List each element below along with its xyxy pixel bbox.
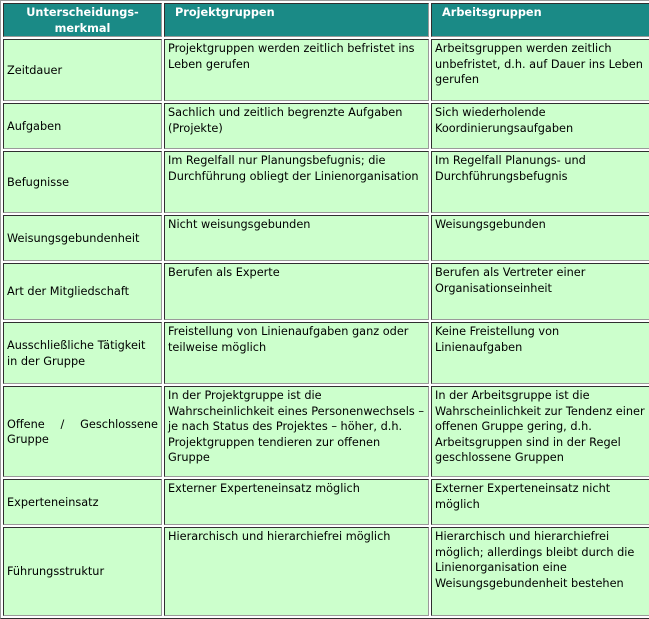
- header-cell-criterion: [3, 3, 162, 37]
- table-row: [3, 39, 649, 101]
- projekt-cell: Externer Experteneinsatz möglich: [164, 479, 429, 525]
- arbeit-cell: Externer Experteneinsatz nicht möglich: [431, 479, 649, 525]
- arbeit-cell: Sich wiederholende Koordinierungsaufgaben: [431, 103, 649, 149]
- header-row: [3, 3, 649, 37]
- arbeit-cell: Hierarchisch und hierarchiefrei möglich; allerdings bleibt durch die Linienorganisation eine Weisungsgebundenheit bestehen: [431, 527, 649, 616]
- table-row: [3, 103, 649, 149]
- arbeit-cell: Keine Freistellung von Linienaufgaben: [431, 322, 649, 384]
- arbeit-cell: Arbeitsgruppen werden zeitlich unbefristet, d.h. auf Dauer ins Leben gerufen: [431, 39, 649, 101]
- table-row: [3, 386, 649, 477]
- header-cell-arbeitsgruppen: Arbeitsgruppen: [431, 3, 649, 37]
- row-label: Aufgaben: [3, 103, 162, 149]
- row-label: Führungsstruktur: [3, 527, 162, 616]
- table-row: [3, 479, 649, 525]
- table-row: [3, 527, 649, 616]
- arbeit-cell: Weisungsgebunden: [431, 215, 649, 261]
- projekt-cell: Freistellung von Linienaufgaben ganz oder teilweise möglich: [164, 322, 429, 384]
- table-row: [3, 322, 649, 384]
- arbeit-cell: In der Arbeitsgruppe ist die Wahrscheinlichkeit zur Tendenz einer offenen Gruppe gering, d.h. Arbeitsgruppen sind in der Regel geschlossene Gruppen: [431, 386, 649, 477]
- projekt-cell: Sachlich und zeitlich begrenzte Aufgaben (Projekte): [164, 103, 429, 149]
- projekt-cell: Berufen als Experte: [164, 263, 429, 320]
- row-label: Weisungsgebundenheit: [3, 215, 162, 261]
- row-label: Ausschließliche Tätigkeit in der Gruppe: [3, 322, 162, 384]
- header-cell-projektgruppen: Projektgruppen: [164, 3, 429, 37]
- projekt-cell: In der Projektgruppe ist die Wahrscheinlichkeit eines Personenwechsels – je nach Status des Projektes – höher, d.h. Projektgruppen tendieren zur offenen Gruppe: [164, 386, 429, 477]
- projekt-cell: Projektgruppen werden zeitlich befristet ins Leben gerufen: [164, 39, 429, 101]
- table-row: [3, 263, 649, 320]
- row-label: Experteneinsatz: [3, 479, 162, 525]
- row-label: Art der Mitgliedschaft: [3, 263, 162, 320]
- arbeit-cell: Berufen als Vertreter einer Organisationseinheit: [431, 263, 649, 320]
- arbeit-cell: Im Regelfall Planungs- und Durchführungsbefugnis: [431, 151, 649, 213]
- table-row: [3, 151, 649, 213]
- row-label: Befugnisse: [3, 151, 162, 213]
- row-label: Zeitdauer: [3, 39, 162, 101]
- projekt-cell: Nicht weisungsgebunden: [164, 215, 429, 261]
- header-criterion-line2: merkmal: [54, 21, 111, 35]
- header-criterion-line1: Unterscheidungs-: [26, 6, 139, 19]
- row-label: Offene / Geschlossene Gruppe: [3, 386, 162, 477]
- projekt-cell: Hierarchisch und hierarchiefrei möglich: [164, 527, 429, 616]
- projekt-cell: Im Regelfall nur Planungsbefugnis; die Durchführung obliegt der Linienorganisation: [164, 151, 429, 213]
- table-row: [3, 215, 649, 261]
